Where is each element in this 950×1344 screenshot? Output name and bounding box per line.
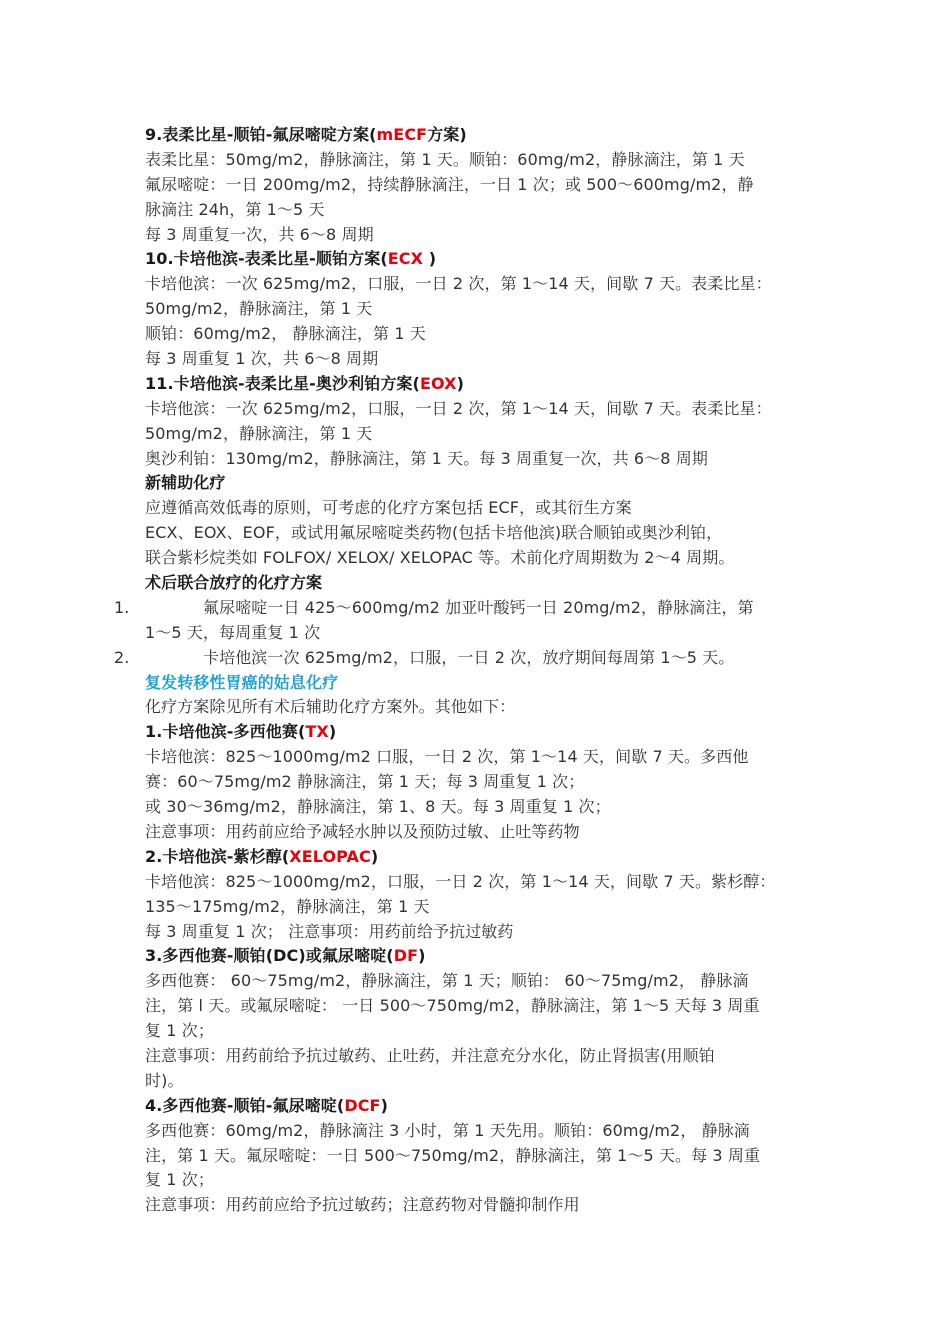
heading-eox [145,372,815,397]
heading-tx [145,720,815,745]
list-text: 氟尿嘧啶一日 425～600mg/m2 加亚叶酸钙一日 20mg/m2，静脉滴注，第 [203,597,754,617]
heading-text: ) [456,373,464,393]
heading-text: 2.卡培他滨-紫杉醇( [145,846,290,866]
text-line: 氟尿嘧啶：一日 200mg/m2，持续静脉滴注，一日 1 次；或 500～600mg/m2，静 [145,174,754,194]
heading-text: 方案) [427,125,467,144]
text-line: 联合紫杉烷类如 FOLFOX/ XELOX/ XELOPAC 等。术前化疗周期数为 2～4 周期。 [145,548,735,568]
text-line: 每 3 周重复 1 次； 注意事项：用药前给予抗过敏药 [145,921,514,941]
text-line: 注，第 1 天。氟尿嘧啶：一日 500～750mg/m2，静脉滴注，第 1～5 天。每 3 周重 [145,1145,761,1165]
heading-dcf [145,1094,815,1119]
heading-text: ) [380,1095,388,1115]
text-line: 奥沙利铂：130mg/m2，静脉滴注，第 1 天。每 3 周重复一次，共 6～8 周期 [145,448,708,468]
heading-text: ) [423,249,437,269]
text-line: 顺铂：60mg/m2， 静脉滴注，第 1 天 [145,324,426,344]
text-line: 卡培他滨：一次 625mg/m2，口服，一日 2 次，第 1～14 天，间歇 7 天。表柔比星： [145,398,772,418]
text-line: 50mg/m2，静脉滴注，第 1 天 [145,423,373,443]
text-line: 每 3 周重复 1 次，共 6～8 周期 [145,349,379,369]
heading-mecf [145,123,815,148]
regimen-code: DF [393,946,419,966]
text-line: 卡培他滨：一次 625mg/m2，口服，一日 2 次，第 1～14 天，间歇 7 天。表柔比星： [145,274,772,294]
text-line: 时)。 [145,1070,184,1090]
regimen-code: ECX [387,249,424,269]
heading-text: 3.多西他赛-顺铂(DC)或氟尿嘧啶( [145,946,394,966]
heading-text: ) [328,722,337,742]
list-number: 2. [114,647,130,667]
heading-recurrence: 复发转移性胃癌的姑息化疗 [145,672,339,692]
text-line: 赛：60～75mg/m2 静脉滴注，第 1 天；每 3 周重复 1 次； [145,772,585,792]
heading-xelopac [145,845,815,870]
text-line: 注意事项：用药前给予抗过敏药、止吐药，并注意充分水化，防止肾损害(用顺铂 [145,1045,715,1065]
list-item [114,646,815,671]
text-line: 卡培他滨：825～1000mg/m2，口服，一日 2 次，第 1～14 天，间歇 7 天。紫杉醇： [145,871,776,891]
text-line: 注意事项：用药前应给予抗过敏药；注意药物对骨髓抑制作用 [145,1195,580,1215]
text-line: 50mg/m2，静脉滴注，第 1 天 [145,299,373,319]
heading-ecx [145,247,815,272]
list-text: 卡培他滨一次 625mg/m2，口服，一日 2 次，放疗期间每周第 1～5 天。 [203,647,735,667]
text-line: 表柔比星：50mg/m2，静脉滴注，第 1 天。顺铂：60mg/m2，静脉滴注，第 1 天 [145,149,745,169]
text-line: 复 1 次； [145,1021,214,1041]
heading-text: 1.卡培他滨-多西他赛( [145,722,306,742]
text-line: 注意事项：用药前应给予减轻水肿以及预防过敏、止吐等药物 [145,821,580,841]
text-line: 或 30～36mg/m2，静脉滴注，第 1、8 天。每 3 周重复 1 次； [145,797,611,817]
heading-text: 4.多西他赛-顺铂-氟尿嘧啶( [145,1095,345,1115]
list-number: 1. [114,597,130,617]
text-line: 复 1 次； [145,1170,214,1190]
heading-text: 10.卡培他滨-表柔比星-顺铂方案( [145,249,388,269]
text-line: ECX、EOX、EOF，或试用氟尿嘧啶类药物(包括卡培他滨)联合顺铂或奥沙利铂， [145,523,723,543]
regimen-code: DCF [344,1095,381,1115]
heading-text: 11.卡培他滨-表柔比星-奥沙利铂方案( [145,373,420,393]
text-line: 多西他赛：60mg/m2，静脉滴注 3 小时，第 1 天先用。顺铂：60mg/m2， 静脉滴 [145,1120,750,1140]
list-item [114,596,815,621]
document-body [114,123,815,1218]
text-line: 化疗方案除见所有术后辅助化疗方案外。其他如下： [145,697,516,717]
regimen-code: mECF [376,125,428,144]
heading-text: ) [418,946,426,966]
heading-text: ) [370,846,379,866]
regimen-code: TX [305,722,329,742]
text-line: 注，第 l 天。或氟尿嘧啶： 一日 500～750mg/m2，静脉滴注，第 1～5 天每 3 周重 [145,996,760,1016]
text-line: 每 3 周重复一次，共 6～8 周期 [145,224,374,244]
text-line: 应遵循高效低毒的原则，可考虑的化疗方案包括 ECF，或其衍生方案 [145,498,632,518]
regimen-code: EOX [419,373,457,393]
text-line: 135～175mg/m2，静脉滴注，第 1 天 [145,896,430,916]
heading-neoadjuvant: 新辅助化疗 [145,473,226,493]
text-line: 多西他赛： 60～75mg/m2，静脉滴注，第 1 天；顺铂： 60～75mg/m2， 静脉滴 [145,971,749,991]
heading-text: 9.表柔比星-顺铂-氟尿嘧啶方案( [145,125,377,144]
regimen-code: XELOPAC [289,846,371,866]
text-line: 脉滴注 24h，第 1～5 天 [145,199,325,219]
heading-df [145,944,815,969]
heading-postoperative: 术后联合放疗的化疗方案 [145,573,323,593]
text-line: 卡培他滨：825～1000mg/m2 口服，一日 2 次，第 1～14 天，间歇 7 天。多西他 [145,747,749,767]
text-line: 1～5 天，每周重复 1 次 [145,622,321,642]
